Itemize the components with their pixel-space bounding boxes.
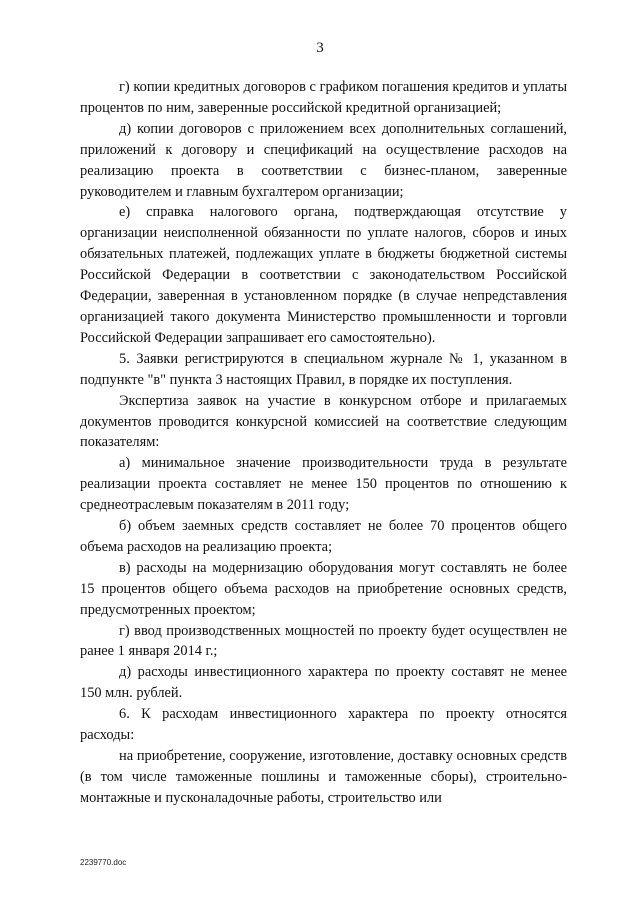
- paragraph-fixed-assets: на приобретение, сооружение, изготовление, доставку основных средств (в том числе таможенные пошлины и таможенные сборы), строительно-монтажные и пусконаладочные работы, строительство или: [80, 748, 567, 806]
- document-body: [80, 77, 567, 809]
- paragraph-investment-expenses-heading: 6. К расходам инвестиционного характера по проекту относятся расходы:: [80, 706, 567, 744]
- paragraph-tax-certificate: е) справка налогового органа, подтверждающая отсутствие у организации неисполненной обязанности по уплате налогов, сборов и иных обязательных платежей, подлежащих уплате в бюджеты бюджетной системы Российской Федерации в соответствии с законодательством Российской Федерации, заверенная в установленном порядке (в случае непредставления организацией такого документа Министерство промышленности и торговли Российской Федерации запрашивает его самостоятельно).: [80, 204, 567, 346]
- paragraph-borrowed-funds: б) объем заемных средств составляет не более 70 процентов общего объема расходов на реализацию проекта;: [80, 518, 567, 555]
- page-number: 3: [316, 40, 324, 56]
- paragraph-capacity-commissioning: г) ввод производственных мощностей по проекту будет осуществлен не ранее 1 января 2014 г.;: [80, 622, 567, 660]
- paragraph-labor-productivity: а) минимальное значение производительности труда в результате реализации проекта составляет не менее 150 процентов по отношению к среднеотраслевым показателям в 2011 году;: [80, 455, 567, 514]
- paragraph-contract-copies: д) копии договоров с приложением всех дополнительных соглашений, приложений к договору и спецификаций на осуществление расходов на реализацию проекта в соответствии с бизнес-планом, заверенные руководителем и главным бухгалтером организации;: [80, 120, 567, 200]
- paragraph-modernization-costs: в) расходы на модернизацию оборудования могут составлять не более 15 процентов общего объема расходов на приобретение основных средств, предусмотренных проектом;: [80, 559, 567, 618]
- paragraph-credit-agreements: г) копии кредитных договоров с графиком погашения кредитов и уплаты процентов по ним, заверенные российской кредитной организацией;: [80, 79, 567, 116]
- footer-filename: 2239770.doc: [80, 858, 127, 867]
- paragraph-expertise-intro: Экспертиза заявок на участие в конкурсном отборе и прилагаемых документов проводится конкурсной комиссией на соответствие следующим показателям:: [80, 392, 567, 451]
- paragraph-application-registration: 5. Заявки регистрируются в специальном журнале № 1, указанном в подпункте "в" пункта 3 настоящих Правил, в порядке их поступления.: [80, 350, 567, 388]
- paragraph-investment-amount: д) расходы инвестиционного характера по проекту составят не менее 150 млн. рублей.: [80, 664, 567, 702]
